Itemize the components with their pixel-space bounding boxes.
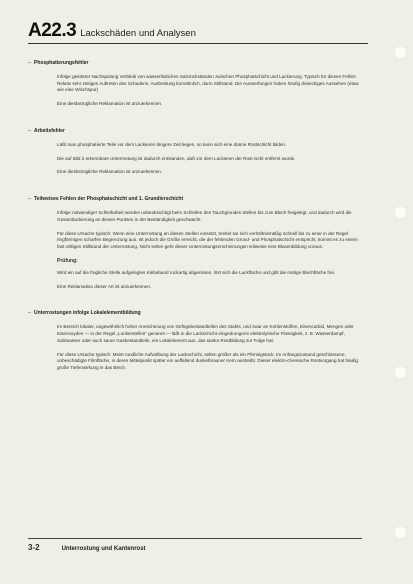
page-header bbox=[28, 20, 196, 44]
paragraph: Infolge notwendiger Schleifarbeit werden unbeabsichtigt beim Schleifen des Tauchgrundes Stellen bis zum Blech freigelegt, und dadurch wird die Gesamtlackierung an diesen Punkten in der Beständigkeit geschwächt. bbox=[57, 209, 352, 222]
paragraph: Läßt man phosphatierte Teile vor dem Lackieren längere Zeit liegen, so kann sich eine dünne Rostschicht bilden. bbox=[57, 141, 287, 147]
page-title: Lackschäden und Analysen bbox=[80, 28, 196, 39]
section-arbeitsfehler bbox=[28, 127, 366, 176]
section-heading: Phosphatierungsfehler bbox=[34, 60, 89, 66]
section-heading: Teilweises Fehlen der Phosphatschicht und 1. Grundierschicht bbox=[34, 196, 184, 203]
bullet-dash: – bbox=[28, 196, 31, 203]
paragraph: Eine Reklamation dieser Art ist anzuerkennen. bbox=[57, 283, 152, 289]
section-phosphatierungsfehler bbox=[28, 60, 366, 108]
bullet-dash: – bbox=[28, 127, 31, 134]
paragraph: Eine diesbezügliche Reklamation ist anzuerkennen. bbox=[57, 169, 163, 175]
paragraph: Für diese Ursache typisch: Meist rundliche Aufwölbung der Lackschicht, selten größer als ein Pfennigstück. Im Anfangszustand geschlossene, unbeschädigte Filmfläche, in deren Mittelpunkt später ein auffallend dunkelbrauner Kern austreibt. Dieser elektro-chemische Rostvorgang hat häufig große Tiefenwirkung in das Blech. bbox=[57, 351, 358, 371]
punch-hole bbox=[394, 46, 407, 59]
bullet-dash: – bbox=[28, 310, 31, 317]
paragraph: Wird ein auf die fragliche Stelle aufgelegtes Klebeband ruckartig abgerissen, löst sich die Lackfläche und gibt die rostige Blechfläche frei. bbox=[57, 269, 336, 275]
section-heading: Unterrostungen infolge Lokalelementbildung bbox=[34, 310, 141, 317]
footer-rule bbox=[28, 538, 362, 539]
section-heading: Arbeitsfehler bbox=[34, 127, 65, 134]
punch-hole bbox=[394, 206, 407, 219]
section-lokalelementbildung bbox=[28, 310, 366, 372]
subheading: Prüfung: bbox=[57, 257, 78, 264]
header-rule bbox=[28, 43, 368, 44]
paragraph: Infolge gestörter Nachspülung Verbleib von wasserlöslichen Salzrückständen zwischen Phosphatschicht und Lackierung. Typisch für diesen Fehler: Relativ sehr zeitiges Auftreten des Schadens. Ausbreitung kornähnlich, dann Stillstand. Die Auswerfungen haben häufig dreieckiges Aussehen (etwa wie eine Wischspur) bbox=[57, 73, 359, 93]
section-fehlende-phosphatschicht bbox=[28, 196, 366, 290]
page-content bbox=[28, 60, 366, 372]
section-code: A22.3 bbox=[28, 20, 77, 41]
paragraph: Im Bereich lokaler, ungewöhnlich hoher Anreicherung von Gefügebestandteilen des Stahls, und zwar an Kohlenstoffen, Eisencarbid, Mengen oder Eisenoxyden — in der Regel „Lunkerstellen“ genannt — läßt in die Lackschicht eingedrungene elektrolytische Flüssigkeit, z. B. Wasserdampf, Salzwasser oder auch saure Gasbestandteile, ein Lokalelement aus, das starke Rostbildung zur Folge hat. bbox=[57, 324, 354, 343]
punch-hole bbox=[394, 366, 407, 379]
paragraph: Eine diesbezügliche Reklamation ist anzuerkennen. bbox=[57, 101, 163, 107]
paragraph: Die auf Bild 2 erkennbare Unterrostung ist dadurch entstanden, daß vor dem Lackieren der Rost nicht entfernt wurde. bbox=[57, 155, 296, 161]
punch-hole bbox=[394, 526, 407, 539]
footer-title: Unterrostung und Kantenrost bbox=[61, 546, 146, 552]
bullet-dash: – bbox=[28, 60, 31, 66]
page-number: 3-2 bbox=[28, 543, 40, 552]
paragraph: Für diese Ursache typisch: Wenn eine Unterrostung an diesen Stellen einsetzt, breitet sie sich verhältnismäßig schnell bis zu einer in der Regel ringförmigen scharfen Begrenzung aus. Ist jedoch die Größe erreicht, die der fehlenden Grund- und Phosphatschicht entspricht, kommt es zu einem fast völligen Stillstand der Unterrostung. Nicht selten geht dieser Unterrostungserscheinungen teilweise eine Blasenbildung voraus. bbox=[57, 230, 358, 250]
page-footer bbox=[28, 543, 146, 552]
